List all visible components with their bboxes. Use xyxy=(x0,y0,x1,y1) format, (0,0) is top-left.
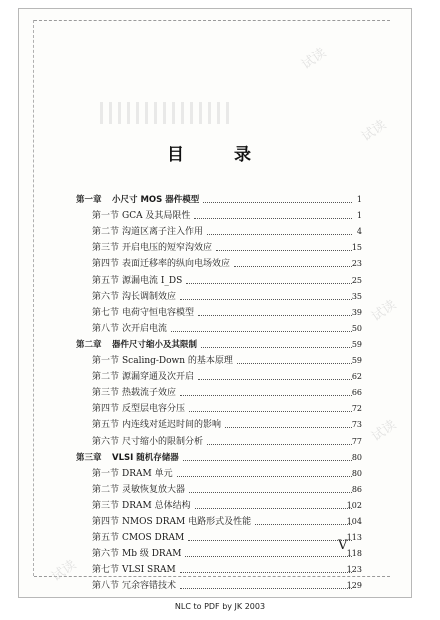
toc-entry-title: 尺寸缩小的限制分析 xyxy=(122,436,204,447)
page-number: V xyxy=(338,538,348,553)
toc-section-row xyxy=(0,530,440,546)
toc-leader-dots xyxy=(185,546,352,562)
toc-entry-number: 第三节 xyxy=(92,388,120,399)
toc-entry-title: Mb 级 DRAM xyxy=(122,549,182,560)
toc-entry-number: 第七节 xyxy=(92,565,120,576)
toc-entry-page: 118 xyxy=(346,549,362,559)
toc-entry-title: 表面迁移率的纵向电场效应 xyxy=(122,259,231,270)
toc-entry-page: 1 xyxy=(356,211,362,221)
toc-entry-number: 第六节 xyxy=(92,291,120,302)
toc-entry-page: 129 xyxy=(346,581,362,591)
toc-leader-dots xyxy=(234,256,352,272)
toc-entry-number: 第七节 xyxy=(92,307,120,318)
toc-entry-number: 第六节 xyxy=(92,549,120,560)
toc-leader-dots xyxy=(177,466,352,482)
toc-entry-title: 电荷守恒电容模型 xyxy=(122,307,195,318)
toc-section-row xyxy=(0,224,440,240)
toc-leader-dots xyxy=(198,369,352,385)
toc-section-row xyxy=(0,562,440,578)
toc-entry-title: DRAM 总体结构 xyxy=(122,500,191,511)
toc-entry-title: 冗余容错技术 xyxy=(122,581,177,592)
toc-leader-dots xyxy=(189,482,352,498)
toc-entry-number: 第二节 xyxy=(92,484,120,495)
toc-entry-page: 102 xyxy=(346,500,362,510)
toc-section-row xyxy=(0,417,440,433)
toc-entry-page: 23 xyxy=(351,259,362,269)
toc-entry-page: 80 xyxy=(351,452,362,462)
toc-leader-dots xyxy=(225,417,352,433)
toc-leader-dots xyxy=(195,498,352,514)
toc-entry-number: 第一节 xyxy=(92,356,120,366)
toc-leader-dots xyxy=(216,240,352,256)
toc-leader-dots xyxy=(207,434,352,450)
toc-entry-page: 62 xyxy=(351,372,362,382)
toc-entry-page: 123 xyxy=(346,565,362,575)
toc-entry-page: 77 xyxy=(351,436,362,446)
toc-entry-title: 内连线对延迟时间的影响 xyxy=(122,420,222,431)
toc-entry-number: 第二节 xyxy=(92,227,120,238)
toc-entry-page: 25 xyxy=(351,275,362,285)
toc-section-row xyxy=(0,385,440,401)
toc-leader-dots xyxy=(183,450,352,466)
watermark: 试读 xyxy=(299,45,330,73)
toc-leader-dots xyxy=(171,321,352,337)
toc-section-row xyxy=(0,434,440,450)
toc-entry-number: 第八节 xyxy=(92,581,120,592)
toc-section-row xyxy=(0,353,440,369)
toc-entry-page: 73 xyxy=(351,420,362,430)
toc-leader-dots xyxy=(255,514,352,530)
toc-entry-title: DRAM 单元 xyxy=(122,468,173,479)
toc-section-row xyxy=(0,498,440,514)
toc-entry-page: 113 xyxy=(346,533,362,543)
toc-entry-title: Scaling-Down 的基本原理 xyxy=(122,356,233,366)
toc-section-row xyxy=(0,305,440,321)
toc-section-row xyxy=(0,482,440,498)
toc-entry-number: 第五节 xyxy=(92,275,120,286)
toc-entry-title: 沟长调制效应 xyxy=(122,291,177,302)
toc-section-row xyxy=(0,208,440,224)
toc-section-row xyxy=(0,578,440,594)
toc-leader-dots xyxy=(198,305,352,321)
toc-entry-page: 39 xyxy=(351,307,362,317)
toc-entry-page: 15 xyxy=(351,243,362,253)
toc-entry-number: 第二节 xyxy=(92,372,120,383)
toc-section-row xyxy=(0,466,440,482)
toc-entry-page: 72 xyxy=(351,404,362,414)
page-title: 目 录 xyxy=(167,145,273,165)
toc-leader-dots xyxy=(189,401,352,417)
toc-leader-dots xyxy=(188,530,352,546)
toc-leader-dots xyxy=(201,337,352,353)
toc-chapter-row xyxy=(0,450,440,466)
toc-entry-number: 第六节 xyxy=(92,436,120,447)
toc-entry-number: 第四节 xyxy=(92,404,120,415)
toc-section-row xyxy=(0,256,440,272)
toc-section-row xyxy=(0,369,440,385)
toc-entry-title: 次开启电流 xyxy=(122,323,168,334)
toc-section-row xyxy=(0,546,440,562)
toc-entry-title: 小尺寸 MOS 器件模型 xyxy=(112,195,200,205)
toc-entry-page: 104 xyxy=(346,517,362,526)
toc-entry-title: 开启电压的短窄沟效应 xyxy=(122,243,213,254)
toc-entry-title: VLSI 随机存储器 xyxy=(112,452,179,463)
toc-entry-number: 第三节 xyxy=(92,500,120,511)
toc-entry-title: 源漏电流 I_DS xyxy=(122,275,183,286)
toc-entry-title: 反型层电容分压 xyxy=(122,404,186,415)
toc-chapter-row xyxy=(0,192,440,208)
toc-entry-page: 80 xyxy=(351,468,362,478)
toc-entry-page: 1 xyxy=(356,195,362,204)
toc-section-row xyxy=(0,289,440,305)
toc-entry-page: 66 xyxy=(351,388,362,398)
toc-entry-number: 第一节 xyxy=(92,211,120,222)
toc-entry-number: 第三节 xyxy=(92,243,120,254)
toc-leader-dots xyxy=(194,208,352,224)
toc-leader-dots xyxy=(237,353,352,369)
toc-entry-number: 第八节 xyxy=(92,323,120,334)
toc-leader-dots xyxy=(180,578,352,594)
pdf-credit: NLC to PDF by JK 2003 xyxy=(174,602,266,611)
watermark: 试读 xyxy=(369,297,400,325)
toc-entry-number: 第五节 xyxy=(92,420,120,431)
toc-entry-number: 第四节 xyxy=(92,259,120,270)
toc-entry-title: GCA 及其局限性 xyxy=(122,211,191,222)
toc-entry-page: 50 xyxy=(351,323,362,333)
toc-entry-page: 59 xyxy=(351,339,362,349)
toc-leader-dots xyxy=(203,192,352,208)
toc-entry-title: 灵敏恢复放大器 xyxy=(122,484,186,495)
toc-entry-title: 源漏穿通及次开启 xyxy=(122,372,195,383)
toc-section-row xyxy=(0,321,440,337)
toc-entry-number: 第一章 xyxy=(76,195,102,205)
toc-leader-dots xyxy=(180,385,352,401)
toc-entry-page: 4 xyxy=(356,227,362,237)
watermark: 试读 xyxy=(369,417,400,445)
toc-entry-page: 35 xyxy=(351,291,362,301)
toc-section-row xyxy=(0,514,440,530)
toc-leader-dots xyxy=(180,289,352,305)
toc-chapter-row xyxy=(0,337,440,353)
toc-entry-title: 器件尺寸缩小及其限制 xyxy=(112,339,198,350)
toc-entry-number: 第三章 xyxy=(76,452,102,463)
toc-entry-title: NMOS DRAM 电路形式及性能 xyxy=(122,517,252,527)
toc-section-row xyxy=(0,401,440,417)
toc-section-row xyxy=(0,240,440,256)
toc-leader-dots xyxy=(180,562,352,578)
toc-section-row xyxy=(0,273,440,289)
toc-entry-number: 第二章 xyxy=(76,339,102,350)
toc-entry-page: 59 xyxy=(351,356,362,365)
toc-entry-title: VLSI SRAM xyxy=(122,565,176,576)
watermark: 试读 xyxy=(359,117,390,145)
toc-entry-number: 第五节 xyxy=(92,533,120,544)
toc-entry-number: 第一节 xyxy=(92,468,120,479)
toc-leader-dots xyxy=(186,273,352,289)
toc-entry-title: 沟道区离子注入作用 xyxy=(122,227,204,238)
toc-entry-title: 热载流子效应 xyxy=(122,388,177,399)
toc-entry-title: CMOS DRAM xyxy=(122,533,185,544)
watermark: 试读 xyxy=(49,557,80,585)
toc-entry-page: 86 xyxy=(351,484,362,494)
toc-entry-number: 第四节 xyxy=(92,517,120,527)
toc-leader-dots xyxy=(207,224,352,240)
